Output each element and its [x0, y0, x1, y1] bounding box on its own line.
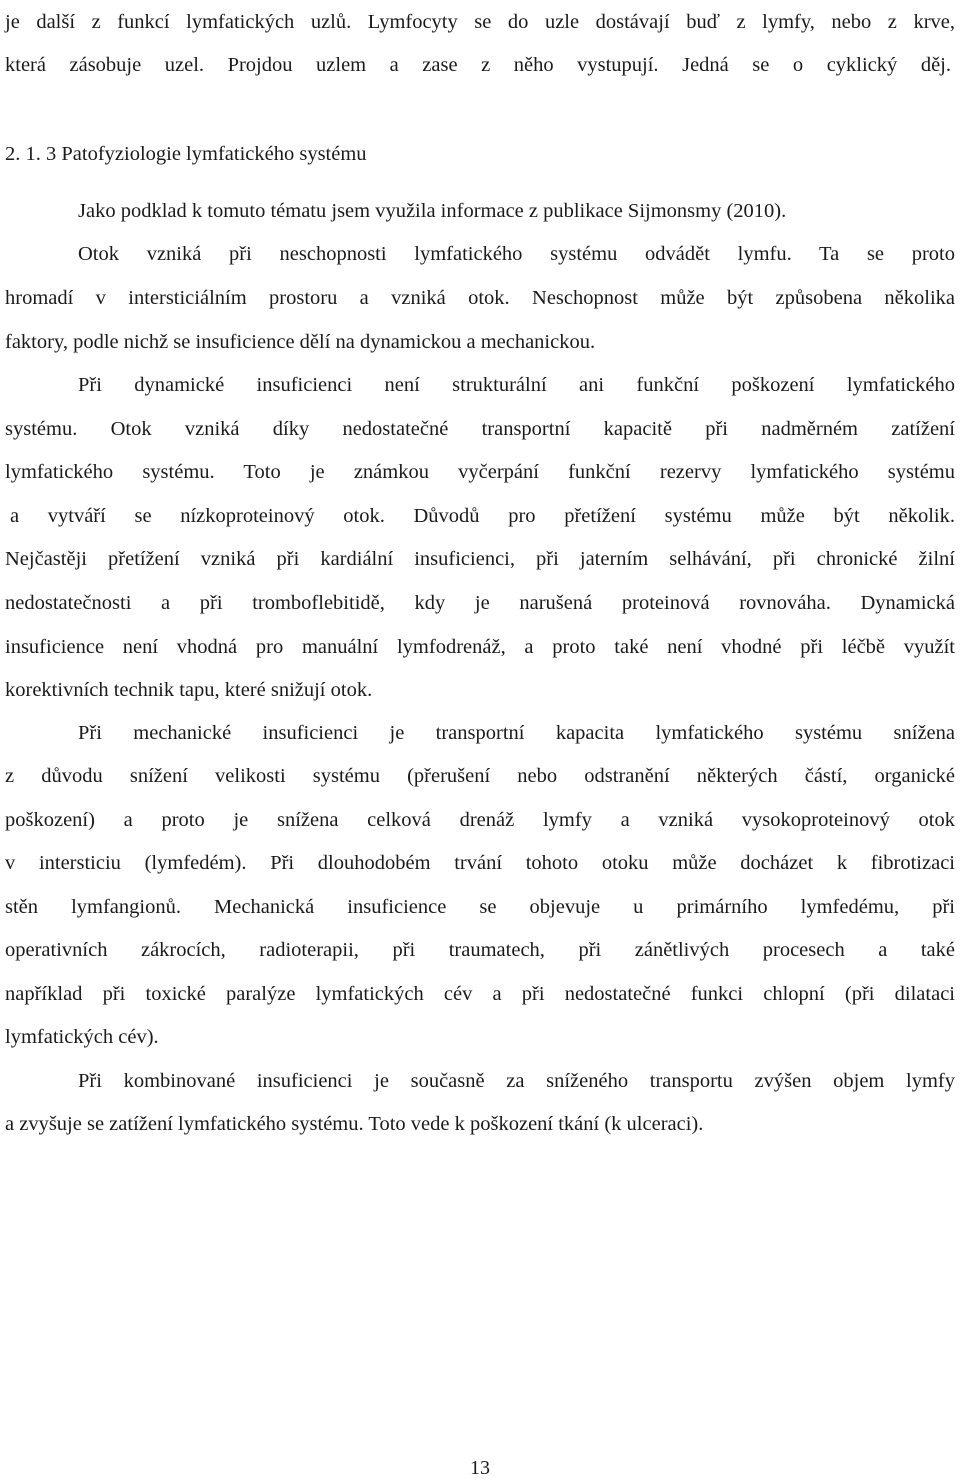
text-line: která zásobuje uzel. Projdou uzlem a zase z něho vystupují. Jedná se o cyklický děj. [5, 54, 951, 76]
text-line: například při toxické paralýze lymfatických cév a při nedostatečné funkci chlopní (při dilataci [5, 983, 955, 1005]
text-line: z důvodu snížení velikosti systému (přerušení nebo odstranění některých částí, organické [5, 765, 955, 787]
text-line: poškození) a proto je snížena celková drenáž lymfy a vzniká vysokoproteinový otok [5, 809, 955, 831]
text-line: Otok vzniká při neschopnosti lymfatického systému odvádět lymfu. Ta se proto [78, 243, 955, 265]
text-line: a vytváří se nízkoproteinový otok. Důvodů pro přetížení systému může být několik. [10, 505, 955, 527]
text-line: Při kombinované insuficienci je současně za sníženého transportu zvýšen objem lymfy [78, 1070, 955, 1092]
text-line: systému. Otok vzniká díky nedostatečné transportní kapacitě při nadměrném zatížení [5, 418, 955, 440]
text-line: Při dynamické insuficienci není strukturální ani funkční poškození lymfatického [78, 374, 955, 396]
text-line: stěn lymfangionů. Mechanická insuficience se objevuje u primárního lymfedému, při [5, 896, 955, 918]
text-line: lymfatických cév). [5, 1026, 159, 1048]
text-line: a zvyšuje se zatížení lymfatického systému. Toto vede k poškození tkání (k ulceraci). [5, 1113, 704, 1135]
text-line: faktory, podle nichž se insuficience dělí na dynamickou a mechanickou. [5, 331, 596, 353]
text-line: Nejčastěji přetížení vzniká při kardiální insuficienci, při jaterním selhávání, při chronické žilní [5, 548, 955, 570]
text-line: Při mechanické insuficienci je transportní kapacita lymfatického systému snížena [78, 722, 955, 744]
page-number: 13 [470, 1457, 490, 1479]
text-line: operativních zákrocích, radioterapii, při traumatech, při zánětlivých procesech a také [5, 939, 955, 961]
text-line: je další z funkcí lymfatických uzlů. Lymfocyty se do uzle dostávají buď z lymfy, nebo z krve, [5, 11, 955, 33]
text-line: v intersticiu (lymfedém). Při dlouhodobém trvání tohoto otoku může docházet k fibrotizaci [5, 852, 955, 874]
text-line: nedostatečnosti a při tromboflebitidě, kdy je narušená proteinová rovnováha. Dynamická [5, 592, 955, 614]
text-line: hromadí v intersticiálním prostoru a vzniká otok. Neschopnost může být způsobena několika [5, 287, 955, 309]
text-line: korektivních technik tapu, které snižují otok. [5, 679, 373, 701]
text-line: insuficience není vhodná pro manuální lymfodrenáž, a proto také není vhodné při léčbě využít [5, 636, 955, 658]
text-line: lymfatického systému. Toto je známkou vyčerpání funkční rezervy lymfatického systému [5, 461, 955, 483]
text-line: Jako podklad k tomuto tématu jsem využila informace z publikace Sijmonsmy (2010). [78, 200, 787, 222]
section-heading: 2. 1. 3 Patofyziologie lymfatického systému [5, 143, 367, 165]
